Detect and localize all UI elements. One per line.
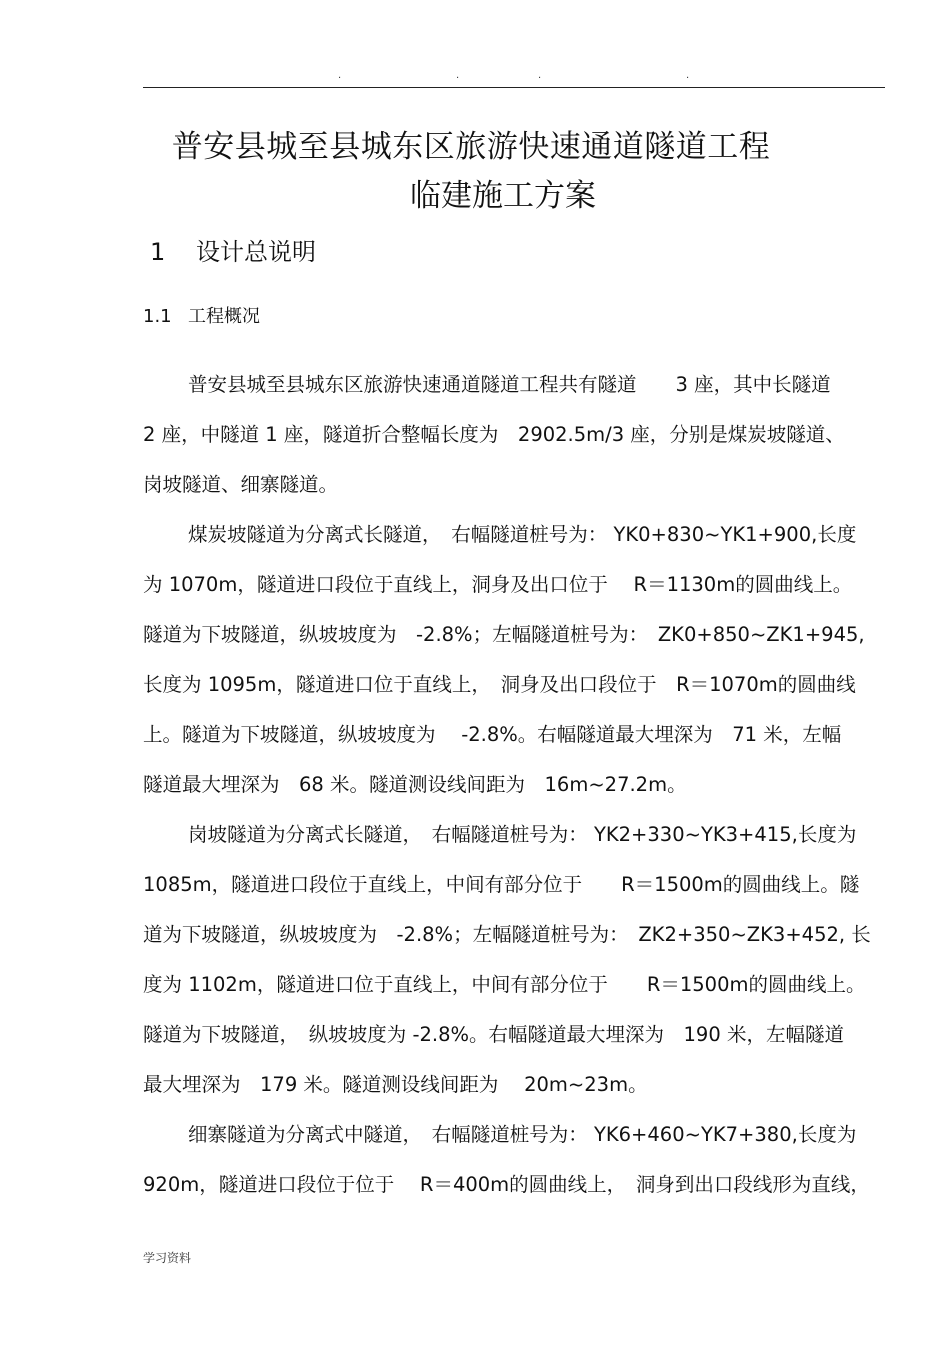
subsection-heading: [143, 302, 260, 328]
subsection-title: 工程概况: [188, 306, 260, 327]
body-text: [143, 360, 883, 1210]
text-line: 920m，隧道进口段位于位于 R＝400m的圆曲线上， 洞身到出口段线形为直线，: [143, 1173, 870, 1196]
header-dot: .: [686, 70, 690, 81]
text-line: 隧道为下坡隧道， 纵坡坡度为 -2.8%。右幅隧道最大埋深为 190 米，左幅隧道: [143, 1023, 844, 1046]
text-line: 为 1070m，隧道进口段位于直线上，洞身及出口位于 R＝1130m的圆曲线上。: [143, 573, 853, 596]
text-line: 隧道为下坡隧道，纵坡坡度为 -2.8%；左幅隧道桩号为： ZK0+850~ZK1+945,: [143, 623, 865, 646]
paragraph: [143, 1110, 883, 1210]
header-dots: [0, 70, 950, 84]
text-line: 细寨隧道为分离式中隧道， 右幅隧道桩号为： YK6+460~YK7+380,长度为: [188, 1123, 857, 1146]
text-line: 煤炭坡隧道为分离式长隧道， 右幅隧道桩号为： YK0+830~YK1+900,长度: [188, 523, 857, 546]
page-footer: 学习资料: [143, 1251, 192, 1265]
header-dot: .: [538, 70, 542, 81]
text-line: 最大埋深为 179 米。隧道测设线间距为 20m~23m。: [143, 1073, 648, 1096]
document-title-line2: 临建施工方案: [410, 178, 596, 214]
section-heading: [150, 232, 316, 267]
header-rule: [143, 87, 885, 88]
paragraph: [143, 810, 883, 1110]
text-line: 上。隧道为下坡隧道，纵坡坡度为 -2.8%。右幅隧道最大埋深为 71 米，左幅: [143, 723, 842, 746]
text-line: 普安县城至县城东区旅游快速通道隧道工程共有隧道 3 座，其中长隧道: [188, 373, 831, 396]
paragraph: [143, 360, 883, 510]
text-line: 岗坡隧道、细寨隧道。: [143, 473, 339, 496]
paragraph: [143, 510, 883, 810]
document-title-line1: 普安县城至县城东区旅游快速通道隧道工程: [171, 129, 771, 165]
header-dot: .: [456, 70, 460, 81]
text-line: 隧道最大埋深为 68 米。隧道测设线间距为 16m~27.2m。: [143, 773, 687, 796]
subsection-number: 1.1: [143, 306, 172, 327]
text-line: 长度为 1095m，隧道进口位于直线上， 洞身及出口段位于 R＝1070m的圆曲线: [143, 673, 856, 696]
text-line: 岗坡隧道为分离式长隧道， 右幅隧道桩号为： YK2+330~YK3+415,长度为: [188, 823, 857, 846]
text-line: 1085m，隧道进口段位于直线上，中间有部分位于 R＝1500m的圆曲线上。隧: [143, 873, 860, 896]
section-title: 设计总说明: [196, 238, 316, 266]
text-line: 度为 1102m，隧道进口位于直线上，中间有部分位于 R＝1500m的圆曲线上。: [143, 973, 866, 996]
text-line: 道为下坡隧道，纵坡坡度为 -2.8%；左幅隧道桩号为： ZK2+350~ZK3+452, 长: [143, 923, 871, 946]
section-number: 1: [150, 238, 166, 266]
header-dot: .: [338, 70, 342, 81]
text-line: 2 座，中隧道 1 座，隧道折合整幅长度为 2902.5m/3 座，分别是煤炭坡隧道、: [143, 423, 845, 446]
